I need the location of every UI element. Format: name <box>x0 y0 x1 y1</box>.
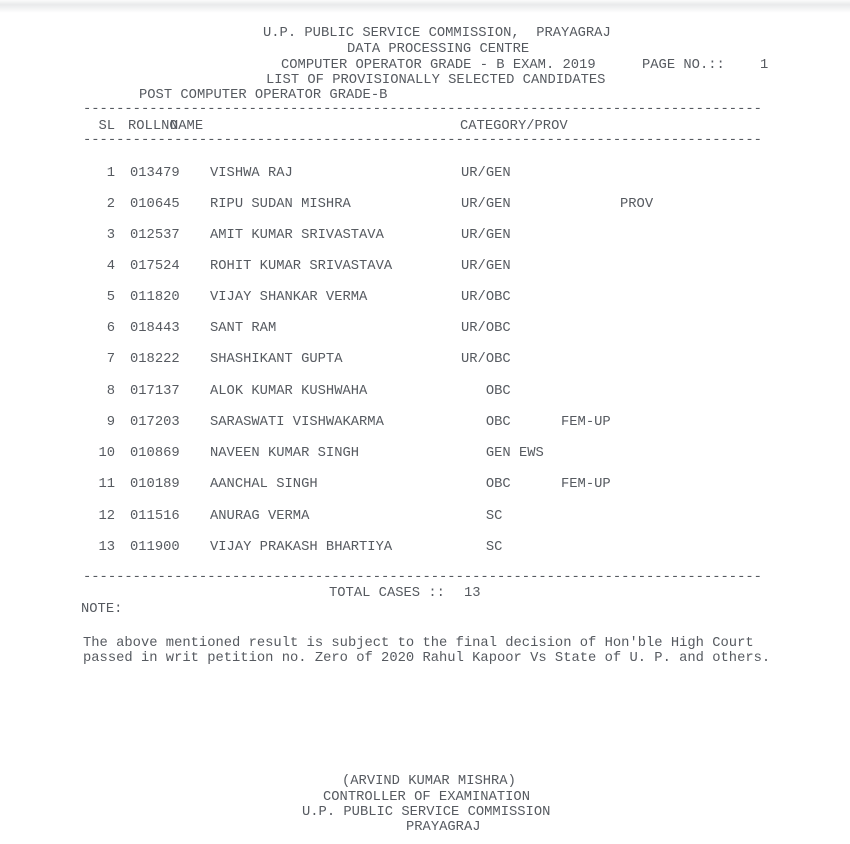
table-row <box>0 415 850 431</box>
column-header-name: NAME <box>170 119 204 134</box>
table-row <box>0 321 850 337</box>
candidate-sl: 1 <box>106 166 115 181</box>
post-title: POST COMPUTER OPERATOR GRADE-B <box>139 88 388 103</box>
candidate-rollno: 011900 <box>130 540 180 555</box>
candidate-name: AMIT KUMAR SRIVASTAVA <box>210 228 384 243</box>
candidate-category: UR/GEN <box>461 228 511 243</box>
candidate-sl: 6 <box>106 321 115 336</box>
column-header-category: CATEGORY/PROV <box>460 119 568 134</box>
candidate-name: NAVEEN KUMAR SINGH <box>210 446 360 461</box>
candidate-category: UR/OBC <box>461 321 511 336</box>
candidate-name: VIJAY SHANKAR VERMA <box>210 290 368 305</box>
centre-title: DATA PROCESSING CENTRE <box>347 42 530 57</box>
table-row <box>0 228 850 244</box>
candidate-name: AANCHAL SINGH <box>210 477 318 492</box>
candidate-category: UR/OBC <box>461 352 511 367</box>
candidate-rollno: 018222 <box>130 352 180 367</box>
candidate-sl: 7 <box>106 352 115 367</box>
candidate-category: SC <box>461 540 503 555</box>
table-row <box>0 446 850 462</box>
total-cases-value: 13 <box>464 586 481 601</box>
candidate-name: VISHWA RAJ <box>210 166 293 181</box>
candidate-sl: 4 <box>106 259 115 274</box>
candidate-rollno: 013479 <box>130 166 180 181</box>
candidate-sl: 9 <box>106 415 115 430</box>
candidate-rollno: 010189 <box>130 477 180 492</box>
candidate-rollno: 010869 <box>130 446 180 461</box>
candidate-name: VIJAY PRAKASH BHARTIYA <box>210 540 393 555</box>
table-row <box>0 166 850 182</box>
candidate-name: ANURAG VERMA <box>210 509 310 524</box>
signatory-org: U.P. PUBLIC SERVICE COMMISSION <box>302 805 551 820</box>
candidate-rollno: 012537 <box>130 228 180 243</box>
candidate-name: ALOK KUMAR KUSHWAHA <box>210 384 368 399</box>
candidate-sl: 10 <box>98 446 115 461</box>
candidate-category: OBC <box>461 477 511 492</box>
separator-bottom: ---------------------------------------------------------------------------------- <box>83 570 762 585</box>
candidate-category: GEN EWS <box>461 446 544 461</box>
candidate-rollno: 011516 <box>130 509 180 524</box>
table-row <box>0 197 850 213</box>
candidate-sl: 13 <box>98 540 115 555</box>
table-row <box>0 290 850 306</box>
candidate-prov: PROV <box>620 197 654 212</box>
candidate-rollno: 011820 <box>130 290 180 305</box>
table-row <box>0 477 850 493</box>
signatory-place: PRAYAGRAJ <box>406 820 481 835</box>
candidate-name: ROHIT KUMAR SRIVASTAVA <box>210 259 393 274</box>
candidate-name: SHASHIKANT GUPTA <box>210 352 343 367</box>
candidate-sl: 5 <box>106 290 115 305</box>
candidate-category: UR/GEN <box>461 197 511 212</box>
candidate-sl: 2 <box>106 197 115 212</box>
candidate-category: UR/GEN <box>461 166 511 181</box>
org-title: U.P. PUBLIC SERVICE COMMISSION, PRAYAGRAJ <box>263 26 611 41</box>
separator-top: ---------------------------------------------------------------------------------- <box>83 102 762 117</box>
table-row <box>0 509 850 525</box>
exam-title: COMPUTER OPERATOR GRADE - B EXAM. 2019 <box>281 58 596 73</box>
column-header-sl: SL <box>98 119 115 134</box>
candidate-sl: 3 <box>106 228 115 243</box>
note-text-line2: passed in writ petition no. Zero of 2020 Rahul Kapoor Vs State of U. P. and others. <box>83 651 771 666</box>
candidate-sl: 12 <box>98 509 115 524</box>
signatory-name: (ARVIND KUMAR MISHRA) <box>342 774 516 789</box>
page-no-label: PAGE NO.:: <box>642 58 725 73</box>
column-header-rollno: ROLLNO <box>128 119 178 134</box>
candidate-rollno: 017524 <box>130 259 180 274</box>
candidate-category: UR/OBC <box>461 290 511 305</box>
candidate-rollno: 017203 <box>130 415 180 430</box>
table-row <box>0 352 850 368</box>
candidate-flag: FEM-UP <box>561 415 611 430</box>
candidate-name: RIPU SUDAN MISHRA <box>210 197 351 212</box>
candidate-category: SC <box>461 509 503 524</box>
candidate-category: OBC <box>461 384 511 399</box>
candidate-sl: 8 <box>106 384 115 399</box>
signatory-title: CONTROLLER OF EXAMINATION <box>323 790 530 805</box>
candidate-category: OBC <box>461 415 511 430</box>
candidate-rollno: 010645 <box>130 197 180 212</box>
candidate-rollno: 018443 <box>130 321 180 336</box>
table-row <box>0 540 850 556</box>
total-cases-label: TOTAL CASES :: <box>329 586 445 601</box>
note-label: NOTE: <box>81 602 123 617</box>
candidate-flag: FEM-UP <box>561 477 611 492</box>
candidate-sl: 11 <box>98 477 115 492</box>
note-text-line1: The above mentioned result is subject to the final decision of Hon'ble High Court <box>83 636 754 651</box>
list-title: LIST OF PROVISIONALLY SELECTED CANDIDATES <box>266 73 606 88</box>
candidate-rollno: 017137 <box>130 384 180 399</box>
page-no-value: 1 <box>760 58 769 73</box>
candidate-name: SARASWATI VISHWAKARMA <box>210 415 384 430</box>
candidate-name: SANT RAM <box>210 321 277 336</box>
separator-header: ---------------------------------------------------------------------------------- <box>83 133 762 148</box>
candidate-category: UR/GEN <box>461 259 511 274</box>
table-row <box>0 259 850 275</box>
table-row <box>0 384 850 400</box>
page-top-shadow <box>0 0 850 13</box>
